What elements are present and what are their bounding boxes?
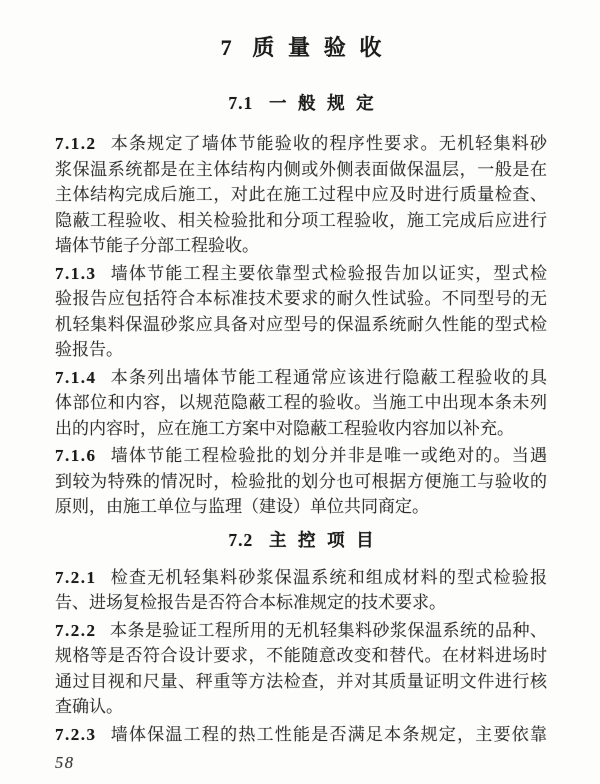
clause-text: 本条规定了墙体节能验收的程序性要求。无机轻集料砂 — [109, 134, 547, 153]
text-line — [55, 565, 547, 591]
text-line — [55, 722, 547, 748]
chapter-title: 质量验收 — [252, 35, 395, 60]
clause-7-1-6 — [55, 443, 547, 520]
section-heading-7-2 — [55, 529, 547, 551]
chapter-number: 7 — [220, 35, 233, 60]
text-line: 机轻集料保温砂浆应具备对应型号的保温系统耐久性能的型式检 — [55, 314, 547, 334]
clause-number: 7.1.6 — [55, 446, 97, 465]
clause-7-2-3 — [55, 722, 547, 748]
text-line: 到较为特殊的情况时，检验批的划分也可根据方便施工与验收的 — [55, 471, 547, 491]
text-line: 隐蔽工程验收、相关检验批和分项工程验收，施工完成后应进行 — [55, 210, 547, 230]
clause-text: 本条是验证工程所用的无机轻集料砂浆保温系统的品种、 — [109, 620, 547, 640]
clause-text: 墙体保温工程的热工性能是否满足本条规定，主要依靠 — [109, 724, 547, 744]
clause-7-2-1 — [55, 565, 547, 616]
text-line: 浆保温系统都是在主体结构内侧或外侧表面做保温层，一般是在 — [55, 159, 547, 179]
clause-text: 本条列出墙体节能工程通常应该进行隐蔽工程验收的具 — [109, 367, 547, 387]
text-column — [55, 33, 547, 773]
clause-7-1-4 — [55, 365, 547, 442]
page-number: 58 — [55, 753, 75, 772]
text-line — [55, 618, 547, 644]
clause-number: 7.2.1 — [55, 567, 97, 587]
text-line: 验报告应包括符合本标准技术要求的耐久性试验。不同型号的无 — [55, 289, 547, 308]
chapter-heading — [55, 33, 547, 63]
section-heading-7-1 — [55, 92, 547, 114]
clause-7-1-3 — [55, 261, 547, 363]
clause-7-2-2 — [55, 618, 547, 720]
text-line — [55, 443, 547, 469]
section-title: 一般规定 — [268, 93, 386, 113]
text-line: 查确认。 — [55, 697, 123, 716]
clause-number: 7.2.2 — [55, 620, 97, 640]
clause-text: 检查无机轻集料砂浆保温系统和组成材料的型式检验报 — [109, 567, 547, 587]
text-line: 告、进场复检报告是否符合本标准规定的技术要求。 — [55, 593, 446, 612]
clause-number: 7.1.4 — [55, 367, 97, 387]
text-line: 体部位和内容，以规范隐蔽工程的验收。当施工中出现本条未列 — [55, 393, 547, 412]
clause-number: 7.1.2 — [55, 134, 97, 153]
text-line: 原则，由施工单位与监理（建设）单位共同商定。 — [55, 497, 429, 516]
text-line: 出的内容时，应在施工方案中对隐蔽工程验收内容加以补充。 — [55, 418, 514, 438]
section-7-1-body — [55, 131, 547, 520]
clause-text: 墙体节能工程检验批的划分并非是唯一或绝对的。当遇 — [109, 446, 547, 465]
section-title: 主控项目 — [268, 529, 386, 550]
text-line: 主体结构完成后施工，对此在施工过程中应及时进行质量检查、 — [55, 185, 547, 204]
clause-text: 墙体节能工程主要依靠型式检验报告加以证实，型式检 — [109, 263, 547, 283]
text-line: 墙体节能子分部工程验收。 — [55, 236, 259, 255]
text-line: 验报告。 — [55, 340, 123, 359]
text-line — [55, 131, 547, 157]
clause-number: 7.2.3 — [55, 724, 97, 744]
text-line — [55, 365, 547, 391]
section-number: 7.1 — [228, 93, 254, 113]
text-line — [55, 261, 547, 287]
text-line: 规格等是否符合设计要求，不能随意改变和替代。在材料进场时 — [55, 646, 547, 665]
text-line: 通过目视和尺量、秤重等方法检查，并对其质量证明文件进行核 — [55, 671, 547, 691]
section-7-2-body — [55, 565, 547, 748]
clause-number: 7.1.3 — [55, 263, 97, 283]
section-number: 7.2 — [228, 529, 254, 550]
clause-7-1-2 — [55, 131, 547, 259]
